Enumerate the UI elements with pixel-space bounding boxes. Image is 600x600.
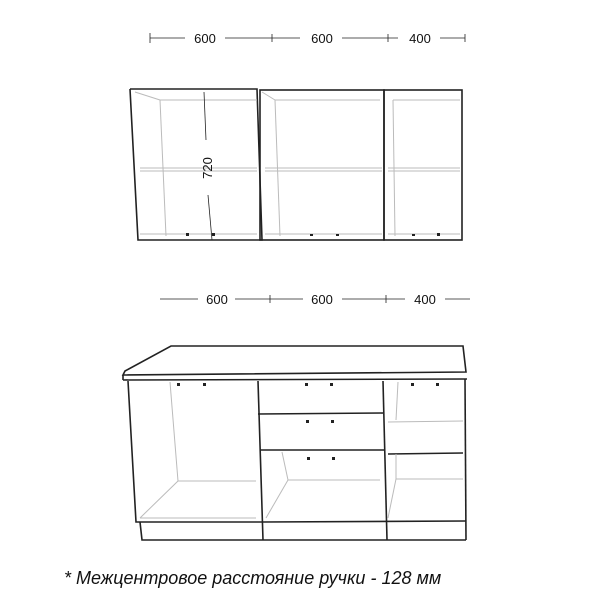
upper-height: 720 — [200, 157, 215, 179]
base-width-3: 400 — [414, 292, 436, 307]
upper-cabinets — [130, 89, 462, 240]
handle-spacing-note: * Межцентровое расстояние ручки - 128 мм — [64, 568, 442, 588]
upper-width-2: 600 — [311, 31, 333, 46]
upper-width-1: 600 — [194, 31, 216, 46]
upper-width-3: 400 — [409, 31, 431, 46]
upper-width-dimension — [150, 31, 465, 46]
base-width-1: 600 — [206, 292, 228, 307]
base-cabinets — [123, 346, 467, 540]
base-width-2: 600 — [311, 292, 333, 307]
base-width-dimension — [160, 292, 470, 307]
